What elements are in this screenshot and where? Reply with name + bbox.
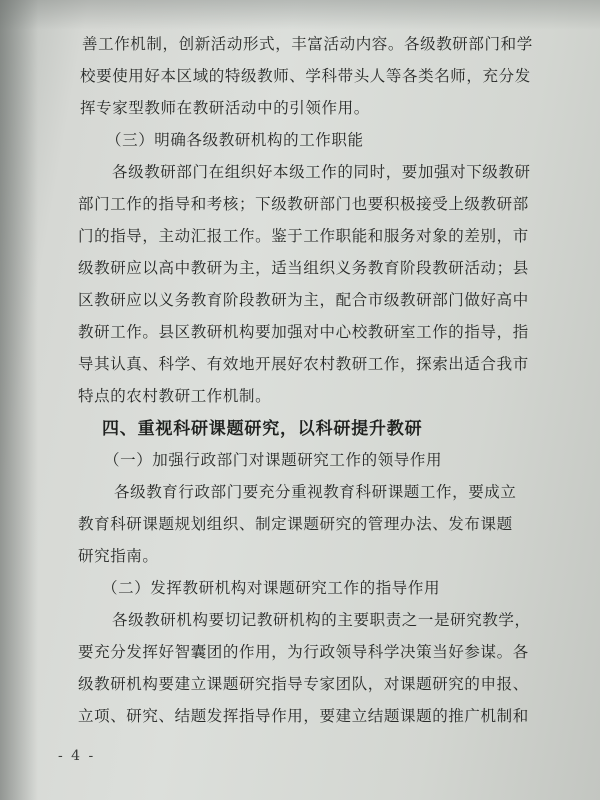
body-line: 各级教育行政部门要充分重视教育科研课题工作，要成立 [114, 483, 517, 501]
section-subheading: （二）发挥教研机构对课题研究工作的指导作用 [102, 579, 441, 597]
body-line: 挥专家型教师在教研活动中的引领作用。 [80, 99, 370, 117]
page-shadow-left [0, 0, 38, 800]
body-line: 教研工作。县区教研机构要加强对中心校教研室工作的指导，指 [78, 323, 529, 341]
section-heading: 四、重视科研课题研究，以科研提升教研 [102, 419, 423, 439]
body-line: 级教研应以高中教研为主，适当组织义务教育阶段教研活动；县 [78, 259, 529, 277]
body-line: 善工作机制，创新活动形式，丰富活动内容。各级教研部门和学 [82, 35, 533, 53]
body-line: 研究指南。 [78, 547, 159, 565]
body-line: 各级教研部门在组织好本级工作的同时，要加强对下级教研 [112, 163, 531, 181]
body-line: 教育科研课题规划组织、制定课题研究的管理办法、发布课题 [78, 515, 513, 533]
section-subheading: （一）加强行政部门对课题研究工作的领导作用 [104, 451, 443, 469]
body-line: 特点的农村教研工作机制。 [78, 387, 272, 405]
page-shadow-top [0, 0, 600, 30]
body-line: 各级教研机构要切记教研机构的主要职责之一是研究教学， [112, 611, 531, 629]
body-line: 级教研机构要建立课题研究指导专家团队，对课题研究的申报、 [78, 675, 529, 693]
page-number: - 4 - [58, 748, 96, 764]
body-line: 部门工作的指导和考核；下级教研部门也要积极接受上级教研部 [78, 195, 529, 213]
section-subheading: （三）明确各级教研机构的工作职能 [106, 131, 364, 149]
body-line: 立项、研究、结题发挥指导作用，要建立结题课题的推广机制和 [78, 707, 529, 725]
body-line: 导其认真、科学、有效地开展好农村教研工作，探索出适合我市 [78, 355, 529, 373]
body-line: 门的指导，主动汇报工作。鉴于工作职能和服务对象的差别，市 [78, 227, 529, 245]
body-line: 区教研应以义务教育阶段教研为主，配合市级教研部门做好高中 [78, 291, 529, 309]
body-line: 要充分发挥好智囊团的作用，为行政领导科学决策当好参谋。各 [78, 643, 529, 661]
body-line: 校要使用好本区域的特级教师、学科带头人等各类名师，充分发 [80, 67, 531, 85]
